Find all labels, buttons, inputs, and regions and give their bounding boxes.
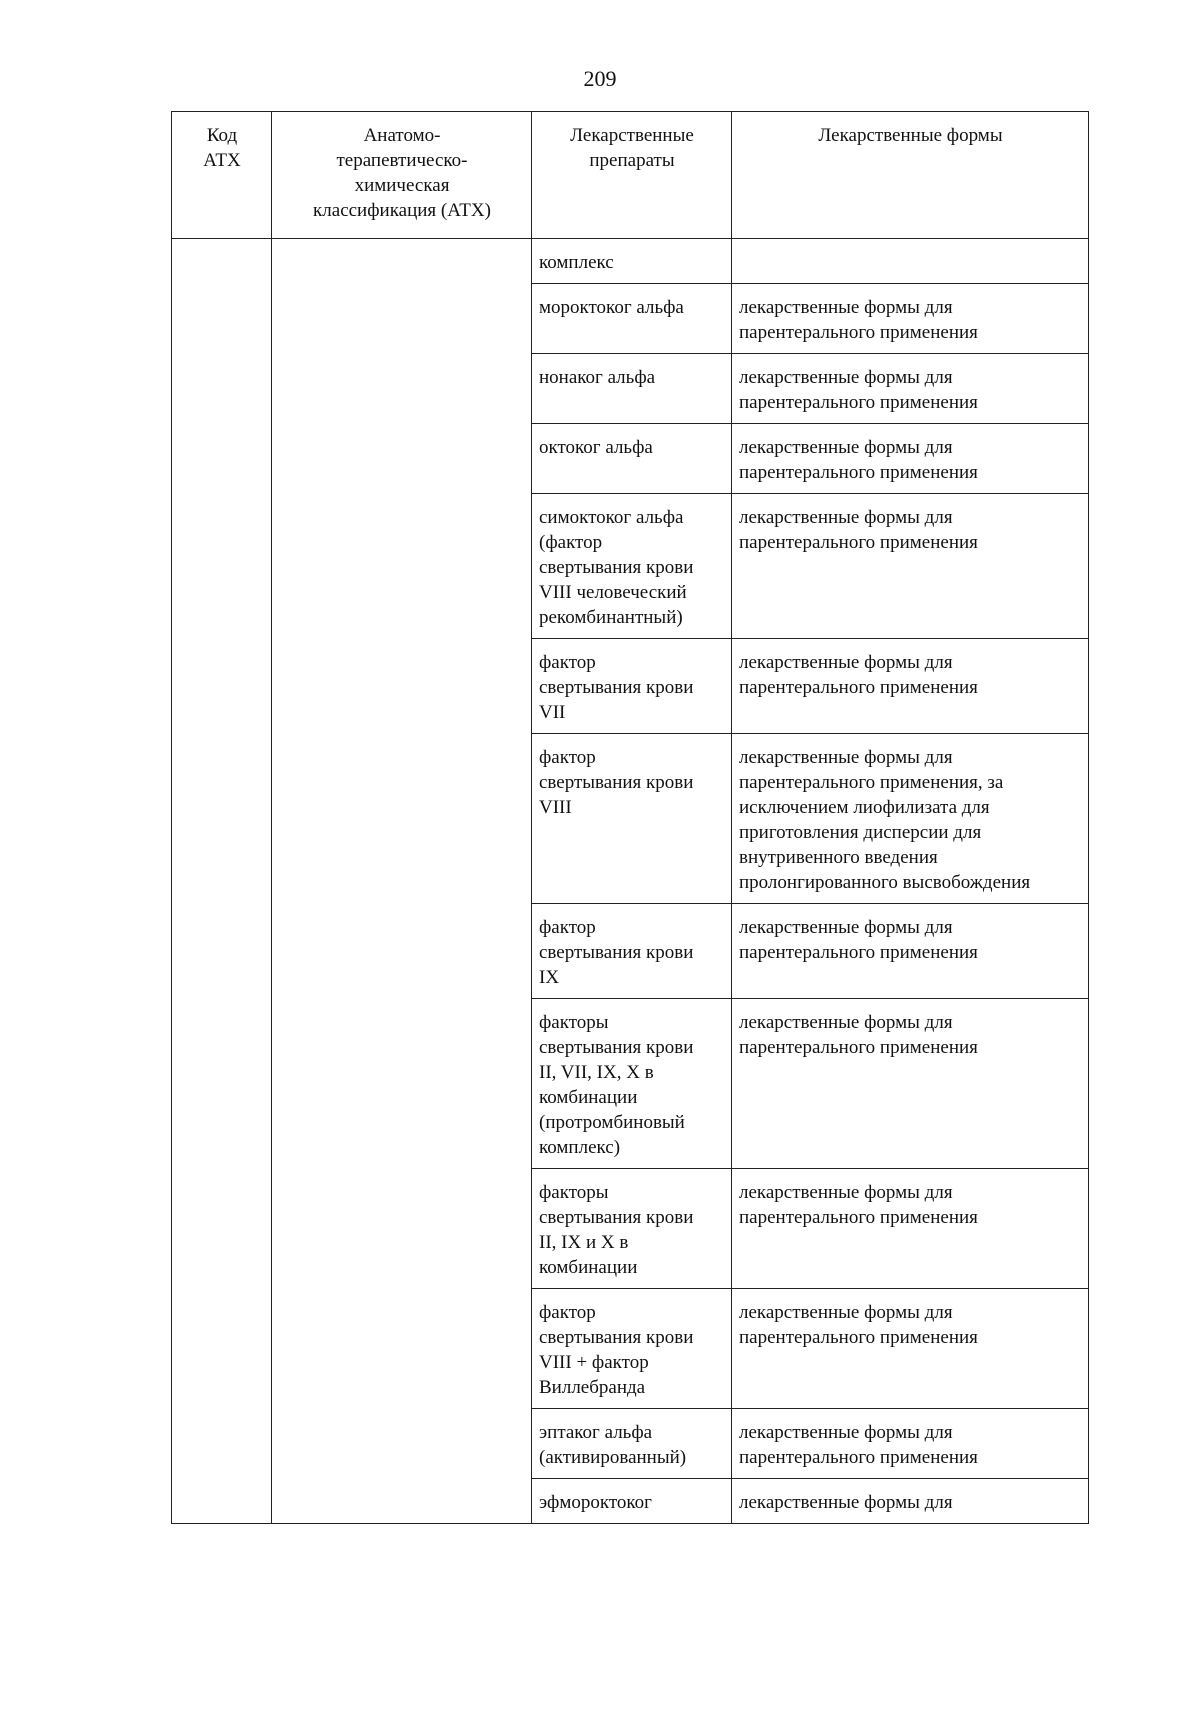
dosage-form-cell: лекарственные формы для парентерального применения	[732, 284, 1089, 354]
header-dosage-forms: Лекарственные формы	[732, 112, 1089, 239]
dosage-form-cell: лекарственные формы для	[732, 1479, 1089, 1524]
dosage-form-cell: лекарственные формы для парентерального применения	[732, 354, 1089, 424]
drug-cell: октоког альфа	[532, 424, 732, 494]
drug-cell: симоктоког альфа (фактор свертывания крови VIII человеческий рекомбинантный)	[532, 494, 732, 639]
dosage-form-cell	[732, 239, 1089, 284]
dosage-form-cell: лекарственные формы для парентерального применения	[732, 1289, 1089, 1409]
header-atx-code: Код АТХ	[172, 112, 272, 239]
table-header-row	[172, 112, 1089, 239]
header-atx-classification: Анатомо- терапевтическо- химическая классификация (АТХ)	[272, 112, 532, 239]
drug-cell: мороктоког альфа	[532, 284, 732, 354]
drug-cell: комплекс	[532, 239, 732, 284]
drug-cell: факторы свертывания крови II, IX и X в комбинации	[532, 1169, 732, 1289]
dosage-form-cell: лекарственные формы для парентерального применения	[732, 424, 1089, 494]
table-row	[172, 239, 1089, 284]
dosage-form-cell: лекарственные формы для парентерального применения	[732, 1169, 1089, 1289]
dosage-form-cell: лекарственные формы для парентерального применения	[732, 639, 1089, 734]
table-body	[172, 239, 1089, 1524]
page-number: 209	[583, 66, 617, 91]
atx-table	[171, 111, 1089, 1524]
dosage-form-cell: лекарственные формы для парентерального применения	[732, 494, 1089, 639]
drug-cell: нонаког альфа	[532, 354, 732, 424]
dosage-form-cell: лекарственные формы для парентерального применения	[732, 999, 1089, 1169]
drug-cell: фактор свертывания крови VIII + фактор Виллебранда	[532, 1289, 732, 1409]
drug-cell: фактор свертывания крови VII	[532, 639, 732, 734]
dosage-form-cell: лекарственные формы для парентерального применения	[732, 1409, 1089, 1479]
drug-cell: факторы свертывания крови II, VII, IX, X в комбинации (протромбиновый комплекс)	[532, 999, 732, 1169]
drug-cell: эптаког альфа (активированный)	[532, 1409, 732, 1479]
dosage-form-cell: лекарственные формы для парентерального применения	[732, 904, 1089, 999]
atx-classification-cell	[272, 239, 532, 1524]
dosage-form-cell: лекарственные формы для парентерального применения, за исключением лиофилизата для приготовления дисперсии для внутривенного введения пролонгированного высвобождения	[732, 734, 1089, 904]
drug-cell: фактор свертывания крови IX	[532, 904, 732, 999]
atx-code-cell	[172, 239, 272, 1524]
header-drugs: Лекарственные препараты	[532, 112, 732, 239]
drug-cell: эфмороктоког	[532, 1479, 732, 1524]
drug-cell: фактор свертывания крови VIII	[532, 734, 732, 904]
